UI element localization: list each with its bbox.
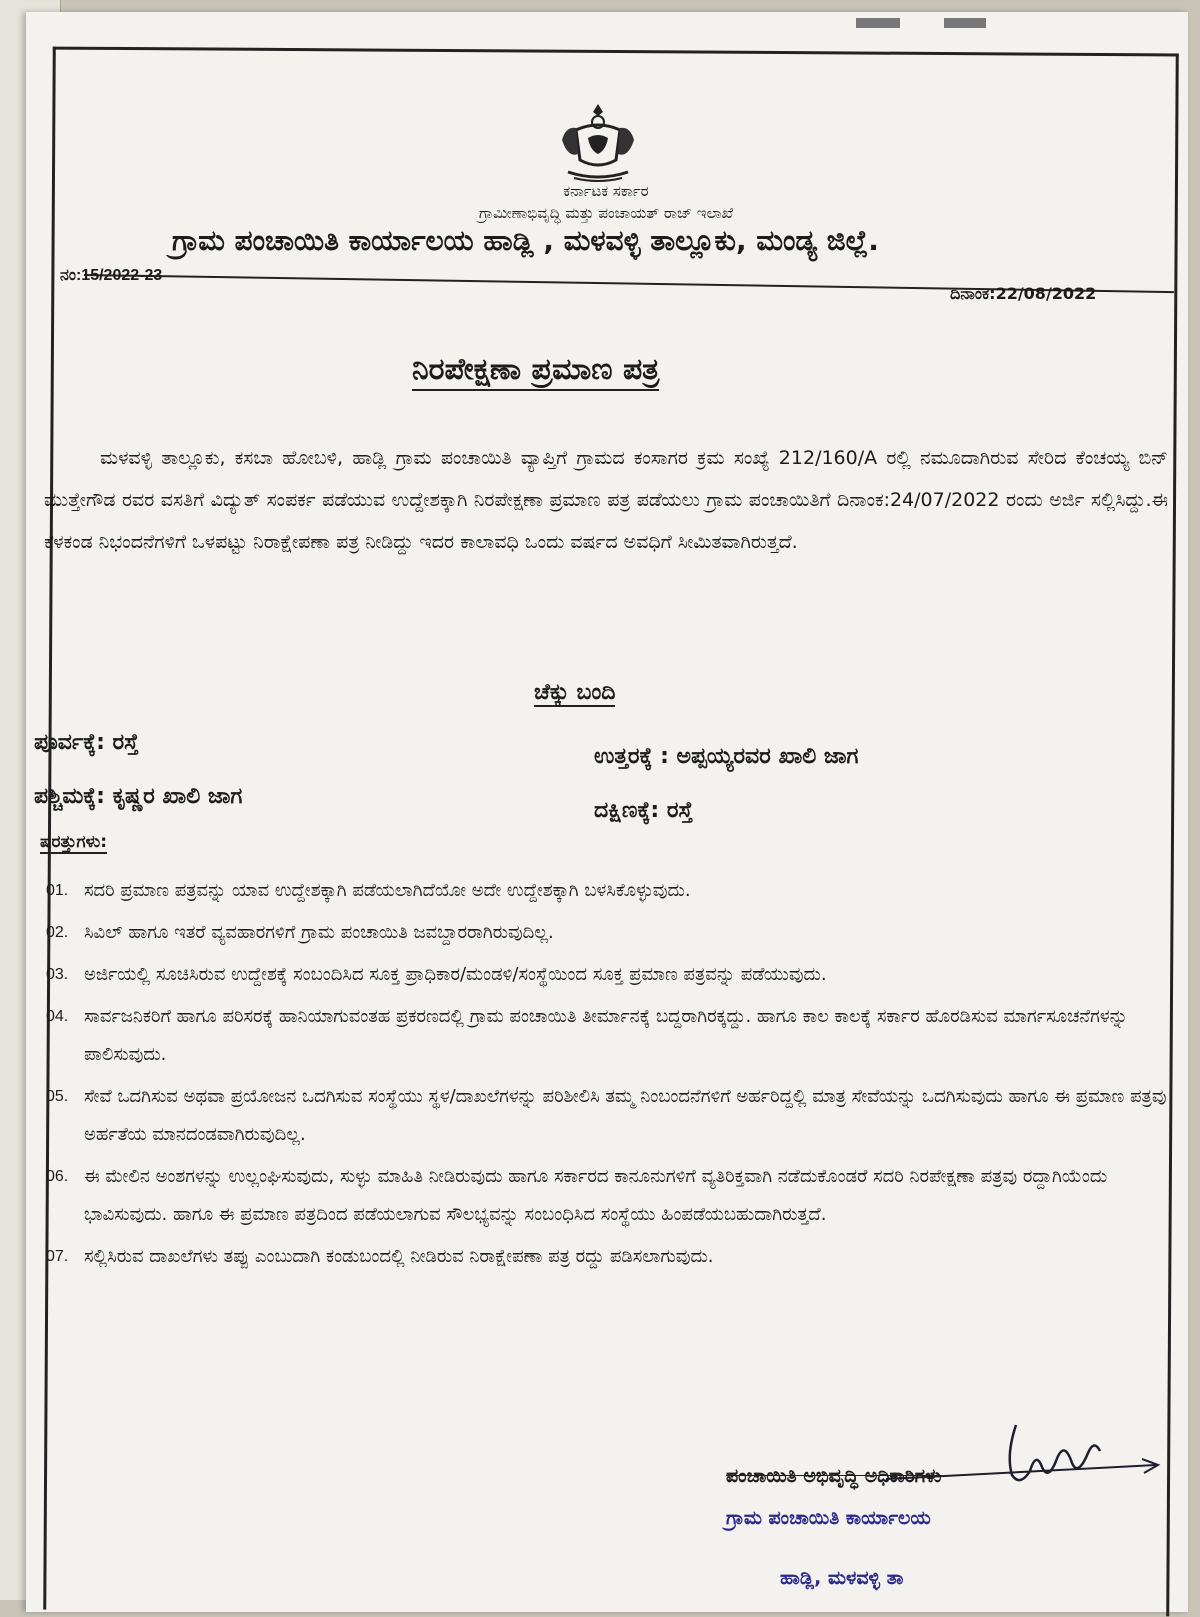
condition-text: ಸೇವೆ ಒದಗಿಸುವ ಅಥವಾ ಪ್ರಯೋಜನ ಒದಗಿಸುವ ಸಂಸ್ಥೆಯು ಸ್ಥಳ/ದಾಖಲೆಗಳನ್ನು ಪರಿಶೀಲಿಸಿ ತಮ್ಮ ನಿಂಬಂದನೆಗಳಿಗೆ ಅರ್ಹರಿದ್ದಲ್ಲಿ ಮಾತ್ರ ಸೇವೆಯನ್ನು ಒದಗಿಸುವುದು ಹಾಗೂ ಈ ಪ್ರಮಾಣ ಪತ್ರವು ಅರ್ಹತೆಯ ಮಾನದಂಡವಾಗಿರುವುದಿಲ್ಲ. — [84, 1086, 1167, 1145]
signatory-designation: ಪಂಚಾಯಿತಿ ಅಭಿವೃದ್ಧಿ ಅಧಿಕಾರಿಗಳು — [726, 1465, 942, 1487]
state-emblem-icon — [554, 100, 642, 186]
condition-item — [26, 914, 1176, 952]
conditions-list — [26, 872, 1176, 1280]
document-title: ನಿರಪೇಕ್ಷಣಾ ಪ್ರಮಾಣ ಪತ್ರ — [412, 352, 659, 391]
boundary-east: ಪೂರ್ವಕ್ಕೆ: ರಸ್ತೆ — [34, 730, 139, 755]
boundary-west: ಪಶ್ಚಿಮಕ್ಕೆ: ಕೃಷ್ಣರ ಖಾಲಿ ಜಾಗ — [34, 784, 243, 809]
condition-number: 07. — [46, 1248, 69, 1265]
condition-item — [26, 1078, 1176, 1154]
condition-text: ಅರ್ಜಿಯಲ್ಲಿ ಸೂಚಿಸಿರುವ ಉದ್ದೇಶಕ್ಕೆ ಸಂಬಂದಿಸಿದ ಸೂಕ್ತ ಪ್ರಾಧಿಕಾರ/ಮಂಡಳಿ/ಸಂಸ್ಥೆಯಿಂದ ಸೂಕ್ತ ಪ್ರಮಾಣ ಪತ್ರವನ್ನು ಪಡೆಯುವುದು. — [84, 964, 827, 985]
boundary-north: ಉತ್ತರಕ್ಕೆ : ಅಪ್ಪಯ್ಯರವರ ಖಾಲಿ ಜಾಗ — [594, 744, 859, 769]
department-name: ಗ್ರಾಮೀಣಾಭಿವೃದ್ಧಿ ಮತ್ತು ಪಂಚಾಯತ್ ರಾಜ್ ಇಲಾಖೆ — [478, 204, 734, 222]
condition-text: ಸಿವಿಲ್ ಹಾಗೂ ಇತರೆ ವ್ಯವಹಾರಗಳಿಗೆ ಗ್ರಾಮ ಪಂಚಾಯಿತಿ ಜವಬ್ದಾರರಾಗಿರುವುದಿಲ್ಲ. — [84, 922, 554, 943]
condition-number: 03. — [46, 966, 69, 983]
office-heading: ಗ್ರಾಮ ಪಂಚಾಯಿತಿ ಕಾರ್ಯಾಲಯ ಹಾಡ್ಲಿ , ಮಳವಳ್ಳಿ ತಾಲ್ಲೂಕು, ಮಂಡ್ಯ ಜಿಲ್ಲೆ. — [172, 224, 879, 257]
boundaries-heading: ಚೆಕ್ಕು ಬಂದಿ — [534, 680, 616, 705]
condition-number: 02. — [46, 924, 69, 941]
office-stamp-line: ಗ್ರಾಮ ಪಂಚಾಯಿತಿ ಕಾರ್ಯಾಲಯ — [726, 1507, 931, 1529]
condition-number: 01. — [46, 882, 69, 899]
office-stamp-line: ಹಾಡ್ಲಿ, ಮಳವಳ್ಳಿ ತಾ — [780, 1567, 904, 1589]
condition-item — [26, 956, 1176, 994]
body-paragraph: ಮಳವಳ್ಳಿ ತಾಲ್ಲೂಕು, ಕಸಬಾ ಹೋಬಳಿ, ಹಾಡ್ಲಿ ಗ್ರಾಮ ಪಂಚಾಯಿತಿ ವ್ಯಾಪ್ತಿಗೆ ಗ್ರಾಮದ ಕಂಸಾಗರ ಕ್ರಮ ಸಂಖ್ಯೆ 212/160/A ರಲ್ಲಿ ನಮೂದಾಗಿರುವ ಸೇರಿದ ಕೆಂಚಯ್ಯ ಬಿನ್ ಮುತ್ತೇಗೌಡ ರವರ ವಸತಿಗೆ ವಿದ್ಯುತ್ ಸಂಪರ್ಕ ಪಡೆಯುವ ಉದ್ದೇಶಕ್ಕಾಗಿ ನಿರಪೇಕ್ಷಣಾ ಪ್ರಮಾಣ ಪತ್ರ ಪಡೆಯಲು ಗ್ರಾಮ ಪಂಚಾಯಿತಿಗೆ ದಿನಾಂಕ:24/07/2022 ರಂದು ಅರ್ಜಿ ಸಲ್ಲಿಸಿದ್ದು.ಈ ಕೆಳಕಂಡ ನಿಭಂದನೆಗಳಿಗೆ ಒಳಪಟ್ಟು ನಿರಾಕ್ಷೇಪಣಾ ಪತ್ರ ನೀಡಿದ್ದು ಇದರ ಕಾಲಾವಧಿ ಒಂದು ವರ್ಷದ ಅವಧಿಗೆ ಸೀಮಿತವಾಗಿರುತ್ತದೆ. — [44, 447, 1168, 553]
tape-mark — [944, 18, 986, 28]
condition-text: ಸಾರ್ವಜನಿಕರಿಗೆ ಹಾಗೂ ಪರಿಸರಕ್ಕೆ ಹಾನಿಯಾಗುವಂತಹ ಪ್ರಕರಣದಲ್ಲಿ ಗ್ರಾಮ ಪಂಚಾಯಿತಿ ತೀರ್ಮಾನಕ್ಕೆ ಬದ್ದರಾಗಿರಕ್ಕದ್ದು. ಹಾಗೂ ಕಾಲ ಕಾಲಕ್ಕೆ ಸರ್ಕಾರ ಹೊರಡಿಸುವ ಮಾರ್ಗಸೂಚನೆಗಳನ್ನು ಪಾಲಿಸುವುದು. — [84, 1006, 1128, 1065]
signature-block — [726, 1417, 1186, 1617]
condition-number: 06. — [46, 1168, 69, 1185]
document-page — [26, 12, 1188, 1612]
condition-text: ಸದರಿ ಪ್ರಮಾಣ ಪತ್ರವನ್ನು ಯಾವ ಉದ್ದೇಶಕ್ಕಾಗಿ ಪಡೆಯಲಾಗಿದೆಯೋ ಅದೇ ಉದ್ದೇಶಕ್ಕಾಗಿ ಬಳಸಿಕೊಳ್ಳುವುದು. — [84, 880, 691, 901]
conditions-heading: ಷರತ್ತುಗಳು: — [40, 832, 108, 852]
state-name: ಕರ್ನಾಟಕ ಸರ್ಕಾರ — [563, 182, 649, 200]
condition-item — [26, 1238, 1176, 1276]
tape-mark — [856, 18, 900, 28]
document-date: ದಿನಾಂಕ:22/08/2022 — [950, 284, 1097, 303]
condition-number: 05. — [46, 1088, 69, 1105]
condition-item — [26, 1158, 1176, 1234]
boundary-south: ದಕ್ಷಿಣಕ್ಕೆ: ರಸ್ತೆ — [594, 798, 693, 823]
condition-text: ಸಲ್ಲಿಸಿರುವ ದಾಖಲೆಗಳು ತಪ್ಪು ಎಂಬುದಾಗಿ ಕಂಡುಬಂದಲ್ಲಿ ನೀಡಿರುವ ನಿರಾಕ್ಷೇಪಣಾ ಪತ್ರ ರದ್ದು ಪಡಿಸಲಾಗುವುದು. — [84, 1246, 714, 1267]
condition-item — [26, 872, 1176, 910]
condition-item — [26, 998, 1176, 1074]
condition-number: 04. — [46, 1008, 69, 1025]
condition-text: ಈ ಮೇಲಿನ ಅಂಶಗಳನ್ನು ಉಲ್ಲಂಘಿಸುವುದು, ಸುಳ್ಳು ಮಾಹಿತಿ ನೀಡಿರುವುದು ಹಾಗೂ ಸರ್ಕಾರದ ಕಾನೂನುಗಳಿಗೆ ವ್ಯತಿರಿಕ್ತವಾಗಿ ನಡೆದುಕೊಂಡರೆ ಸದರಿ ನಿರಪೇಕ್ಷಣಾ ಪತ್ರವು ರದ್ದಾಗಿಯೆಂದು ಭಾವಿಸುವುದು. ಹಾಗೂ ಈ ಪ್ರಮಾಣ ಪತ್ರದಿಂದ ಪಡೆಯಲಾಗುವ ಸೌಲಭ್ಯವನ್ನು ಸಂಬಂಧಿಸಿದ ಸಂಸ್ಥೆಯು ಹಿಂಪಡೆಯಬಹುದಾಗಿರುತ್ತದೆ. — [84, 1166, 1108, 1225]
reference-number: ನಂ:15/2022-23 — [60, 267, 163, 284]
